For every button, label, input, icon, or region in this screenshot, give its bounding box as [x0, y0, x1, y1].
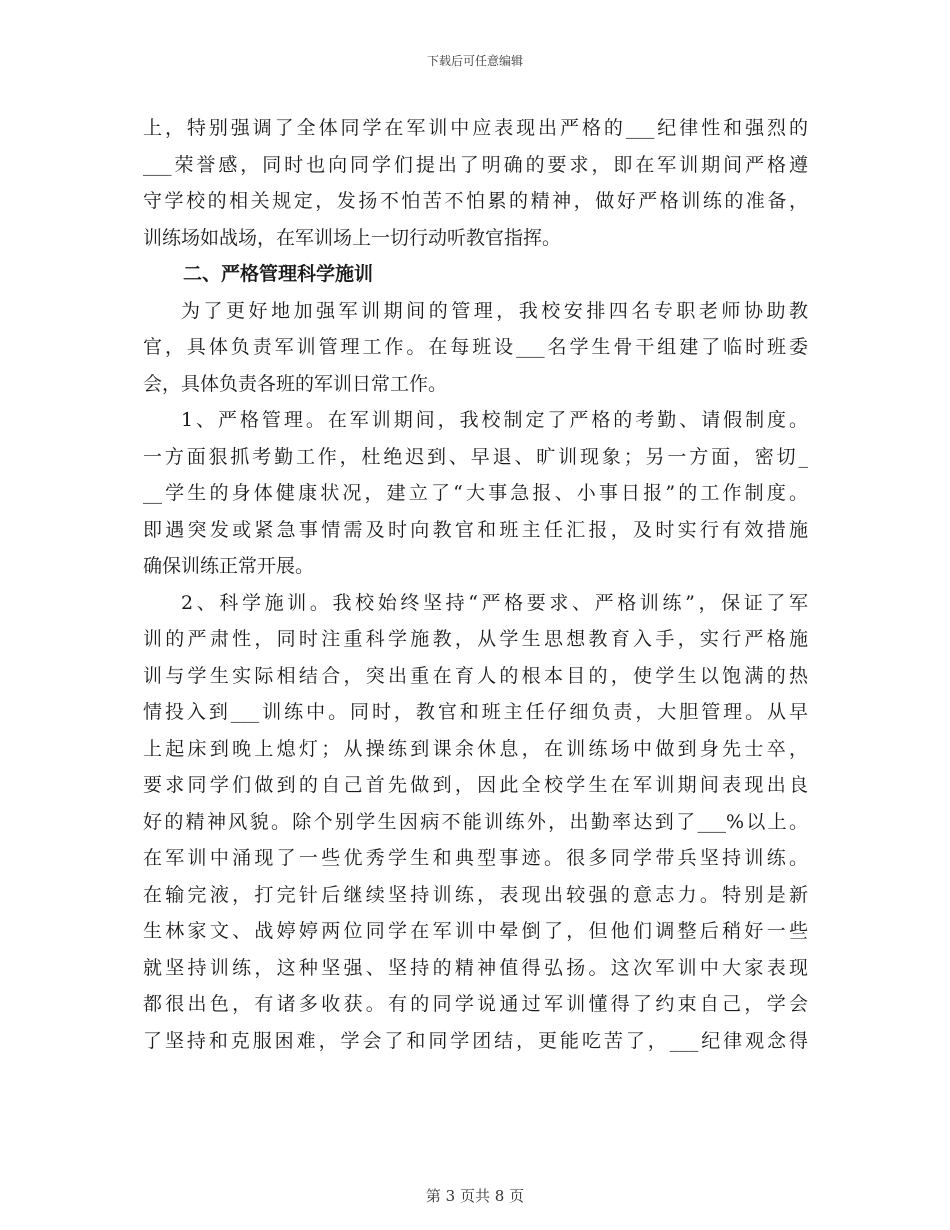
section-heading: 二、严格管理科学施训 — [183, 263, 374, 285]
body-line: 确保训练正常开展。 — [143, 555, 315, 577]
body-line: 在军训中涌现了一些优秀学生和典型事迹。很多同学带兵坚持训练。 — [143, 847, 808, 869]
body-line: ___荣誉感，同时也向同学们提出了明确的要求，即在军训期间严格遵 — [143, 153, 808, 176]
body-line: 好的精神风貌。除个别学生因病不能训练外，出勤率达到了___%以上。 — [143, 810, 808, 833]
body-line: 即遇突发或紧急事情需及时向教官和班主任汇报，及时实行有效措施 — [143, 518, 808, 541]
body-line: 官，具体负责军训管理工作。在每班设___名学生骨干组建了临时班委 — [143, 336, 808, 358]
body-line: 上，特别强调了全体同学在军训中应表现出严格的___纪律性和强烈的 — [143, 117, 808, 139]
body-line: 一方面狠抓考勤工作，杜绝迟到、早退、旷训现象；另一方面，密切_ — [143, 445, 808, 468]
body-line: 都很出色，有诸多收获。有的同学说通过军训懂得了约束自己，学会 — [143, 993, 808, 1015]
body-line: 会，具体负责各班的军训日常工作。 — [143, 372, 448, 395]
body-line: 训练场如战场，在军训场上一切行动听教官指挥。 — [143, 226, 562, 249]
body-line: 守学校的相关规定，发扬不怕苦不怕累的精神，做好严格训练的准备， — [143, 190, 808, 212]
document-body — [143, 110, 808, 1059]
page-header: 下载后可任意编辑 — [426, 54, 523, 68]
body-line: 2、科学施训。我校始终坚持“严格要求、严格训练”，保证了军 — [181, 591, 808, 614]
body-line: __学生的身体健康状况，建立了“大事急报、小事日报”的工作制度。 — [143, 482, 808, 504]
body-line: 为了更好地加强军训期间的管理，我校安排四名专职老师协助教 — [181, 299, 808, 322]
body-line: 了坚持和克服困难，学会了和同学团结，更能吃苦了，___纪律观念得 — [143, 1029, 808, 1052]
body-line: 1、严格管理。在军训期间，我校制定了严格的考勤、请假制度。 — [181, 409, 808, 431]
body-line: 就坚持训练，这种坚强、坚持的精神值得弘扬。这次军训中大家表现 — [143, 956, 808, 979]
body-line: 要求同学们做到的自己首先做到，因此全校学生在军训期间表现出良 — [143, 774, 808, 796]
body-line: 上起床到晚上熄灯；从操练到课余休息，在训练场中做到身先士卒， — [143, 737, 808, 760]
body-line: 情投入到___训练中。同时，教官和班主任仔细负责，大胆管理。从早 — [143, 701, 808, 723]
body-line: 在输完液，打完针后继续坚持训练，表现出较强的意志力。特别是新 — [143, 883, 808, 906]
page-footer: 第 3 页共 8 页 — [425, 1187, 525, 1205]
body-line: 训的严肃性，同时注重科学施教，从学生思想教育入手，实行严格施 — [143, 628, 808, 650]
body-line: 生林家文、战婷婷两位同学在军训中晕倒了，但他们调整后稍好一些 — [143, 920, 808, 942]
body-line: 训与学生实际相结合，突出重在育人的根本目的，使学生以饱满的热 — [143, 664, 808, 687]
